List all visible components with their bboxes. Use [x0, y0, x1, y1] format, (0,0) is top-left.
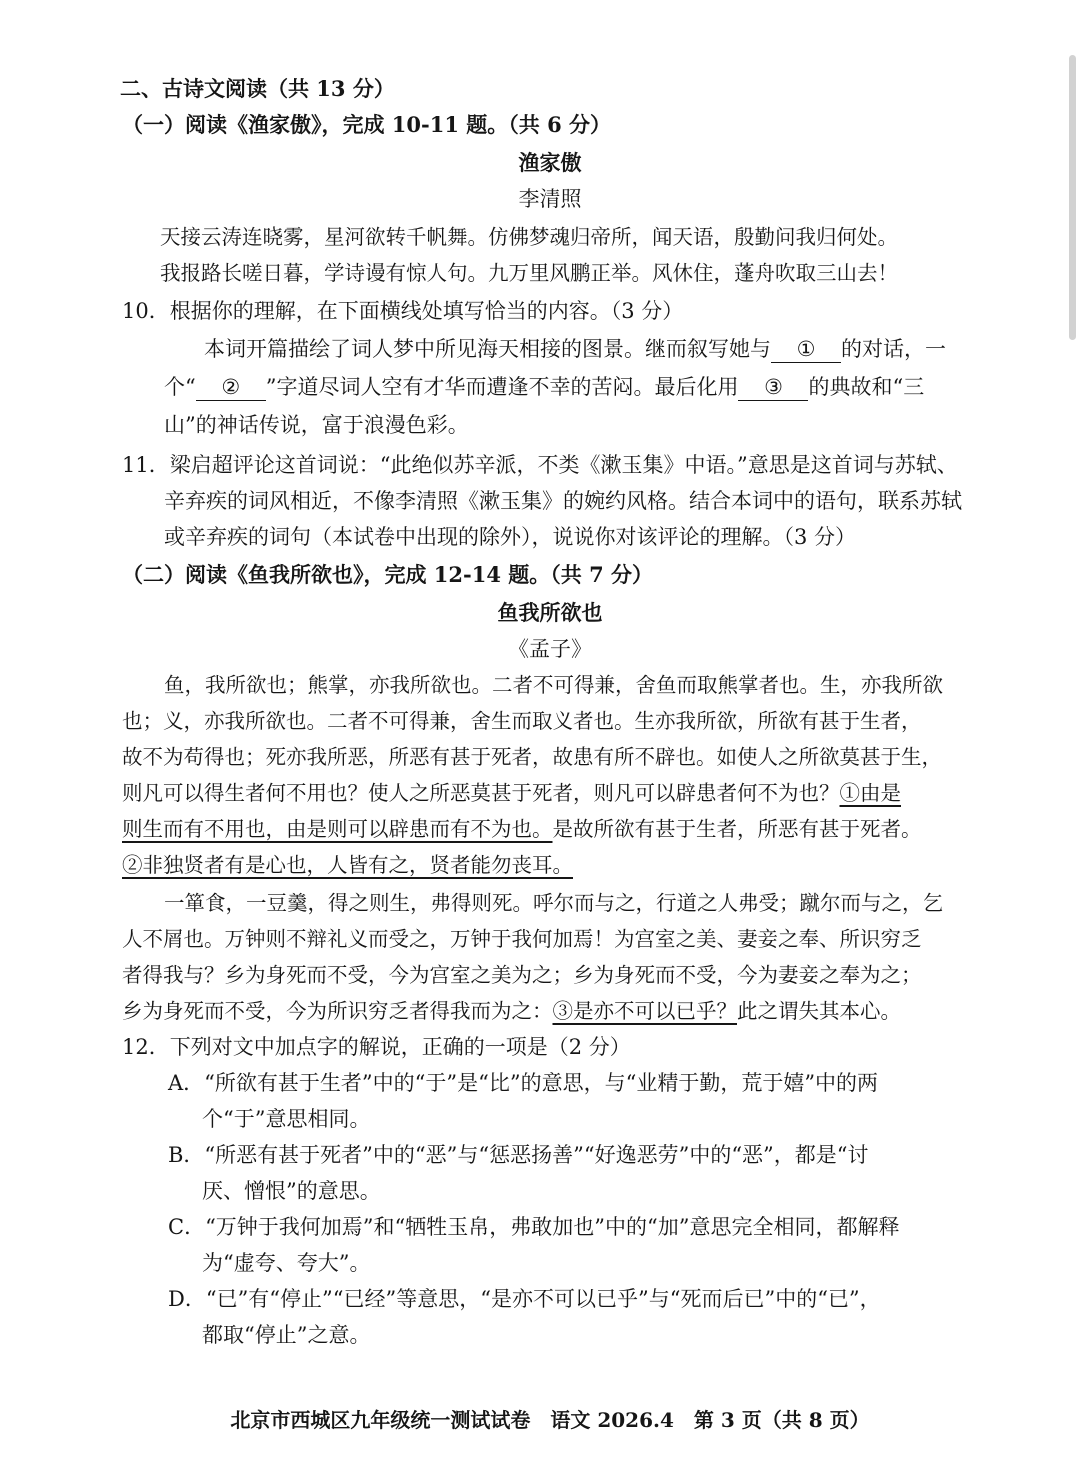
q12-option-b-cont: 厌、憎恨”的意思。 [202, 1179, 381, 1203]
q12-option-b: B．“所恶有甚于死者”中的“恶”与“惩恶扬善”“好逸恶劳”中的“恶”，都是“讨 [168, 1143, 869, 1167]
q12-option-c: C．“万钟于我何加焉”和“牺牲玉帛，弗敢加也”中的“加”意思完全相同，都解释 [168, 1215, 900, 1239]
q10-blank-2: ② [196, 374, 266, 401]
q10-blank-1: ① [771, 336, 841, 363]
q10-text: ”字道尽词人空有才华而遭逢不幸的苦闷。最后化用 [265, 375, 739, 399]
q10-stem: 10．根据你的理解，在下面横线处填写恰当的内容。（3 分） [122, 299, 684, 323]
part2-heading: （二）阅读《鱼我所欲也》，完成 12-14 题。（共 7 分） [122, 562, 654, 587]
q11-line: 或辛弃疾的词句（本试卷中出现的除外），说说你对该评论的理解。（3 分） [164, 525, 857, 549]
q12-option-c-cont: 为“虚夸、夸大”。 [202, 1251, 371, 1275]
part1-heading: （一）阅读《渔家傲》，完成 10-11 题。（共 6 分） [122, 112, 612, 137]
prose-author: 《孟子》 [508, 637, 592, 661]
q11-line: 辛弃疾的词风相近，不像李清照《漱玉集》的婉约风格。结合本词中的语句，联系苏轼 [164, 489, 962, 513]
poem-line: 天接云涛连晓雾，星河欲转千帆舞。仿佛梦魂归帝所，闻天语，殷勤问我归何处。 [160, 225, 898, 249]
prose-text: 此之谓失其本心。 [737, 999, 901, 1023]
section-title: 二、古诗文阅读（共 13 分） [120, 76, 395, 101]
q10-text: 的典故和“三 [808, 375, 925, 399]
poem-title: 渔家傲 [518, 150, 582, 175]
prose-line [122, 996, 901, 1026]
underlined-sentence-1: ①由是 [839, 781, 901, 805]
prose-text: 则凡可以得生者何不用也？使人之所恶莫甚于死者，则凡可以辟患者何不为也？ [122, 781, 840, 805]
prose-line: 也；义，亦我所欲也。二者不可得兼，舍生而取义者也。生亦我所欲，所欲有甚于生者， [122, 709, 922, 733]
q12-option-a: A．“所欲有甚于生者”中的“于”是“比”的意思，与“业精于勤，荒于嬉”中的两 [168, 1071, 879, 1095]
q11-line: 11．梁启超评论这首词说：“此绝似苏辛派，不类《漱玉集》中语。”意思是这首词与苏轼、 [122, 453, 958, 477]
prose-text: 是故所欲有甚于生者，所恶有甚于死者。 [552, 817, 922, 841]
page-footer: 北京市西城区九年级统一测试试卷 语文 2026.4 第 3 页（共 8 页） [230, 1408, 870, 1432]
prose-line: 故不为苟得也；死亦我所恶，所恶有甚于死者，故患有所不辟也。如使人之所欲莫甚于生， [122, 745, 942, 769]
underlined-sentence-2: ②非独贤者有是心也，人皆有之，贤者能勿丧耳。 [122, 853, 573, 877]
q12-option-a-cont: 个“于”意思相同。 [202, 1107, 371, 1131]
poem-author: 李清照 [518, 187, 582, 211]
q10-text: 个“ [164, 375, 196, 399]
prose-line: 者得我与？乡为身死而不受，今为宫室之美为之；乡为身死而不受，今为妻妾之奉为之； [122, 963, 922, 987]
q10-text: 本词开篇描绘了词人梦中所见海天相接的图景。继而叙写她与 [204, 337, 771, 361]
q12-option-d-cont: 都取“停止”之意。 [202, 1323, 371, 1347]
underlined-sentence-3: ③是亦不可以已乎？ [552, 999, 737, 1023]
prose-line [122, 778, 901, 808]
prose-line: 一箪食，一豆羹，得之则生，弗得则死。呼尔而与之，行道之人弗受；蹴尔而与之，乞 [164, 891, 943, 915]
scrollbar[interactable] [1069, 55, 1076, 340]
q10-blank-3: ③ [738, 374, 808, 401]
prose-line: 鱼，我所欲也；熊掌，亦我所欲也。二者不可得兼，舍鱼而取熊掌者也。生，亦我所欲 [164, 673, 943, 697]
q10-line [164, 372, 924, 402]
prose-line [122, 850, 573, 880]
q12-stem: 12．下列对文中加点字的解说，正确的一项是（2 分） [122, 1035, 631, 1059]
q10-line: 山”的神话传说，富于浪漫色彩。 [164, 413, 469, 437]
q10-line [204, 334, 946, 364]
prose-text: 乡为身死而不受，今为所识穷乏者得我而为之： [122, 999, 553, 1023]
prose-line: 人不屑也。万钟则不辩礼义而受之，万钟于我何加焉！为宫室之美、妻妾之奉、所识穷乏 [122, 927, 922, 951]
prose-line [122, 814, 922, 844]
poem-line: 我报路长嗟日暮，学诗谩有惊人句。九万里风鹏正举。风休住，蓬舟吹取三山去！ [160, 261, 898, 285]
prose-title: 鱼我所欲也 [497, 600, 603, 625]
q10-text: 的对话，一 [841, 337, 946, 361]
underlined-sentence-1: 则生而有不用也，由是则可以辟患而有不为也。 [122, 817, 553, 841]
q12-option-d: D．“已”有“停止”“已经”等意思，“是亦不可以已乎”与“死而后已”中的“已”， [168, 1287, 881, 1311]
